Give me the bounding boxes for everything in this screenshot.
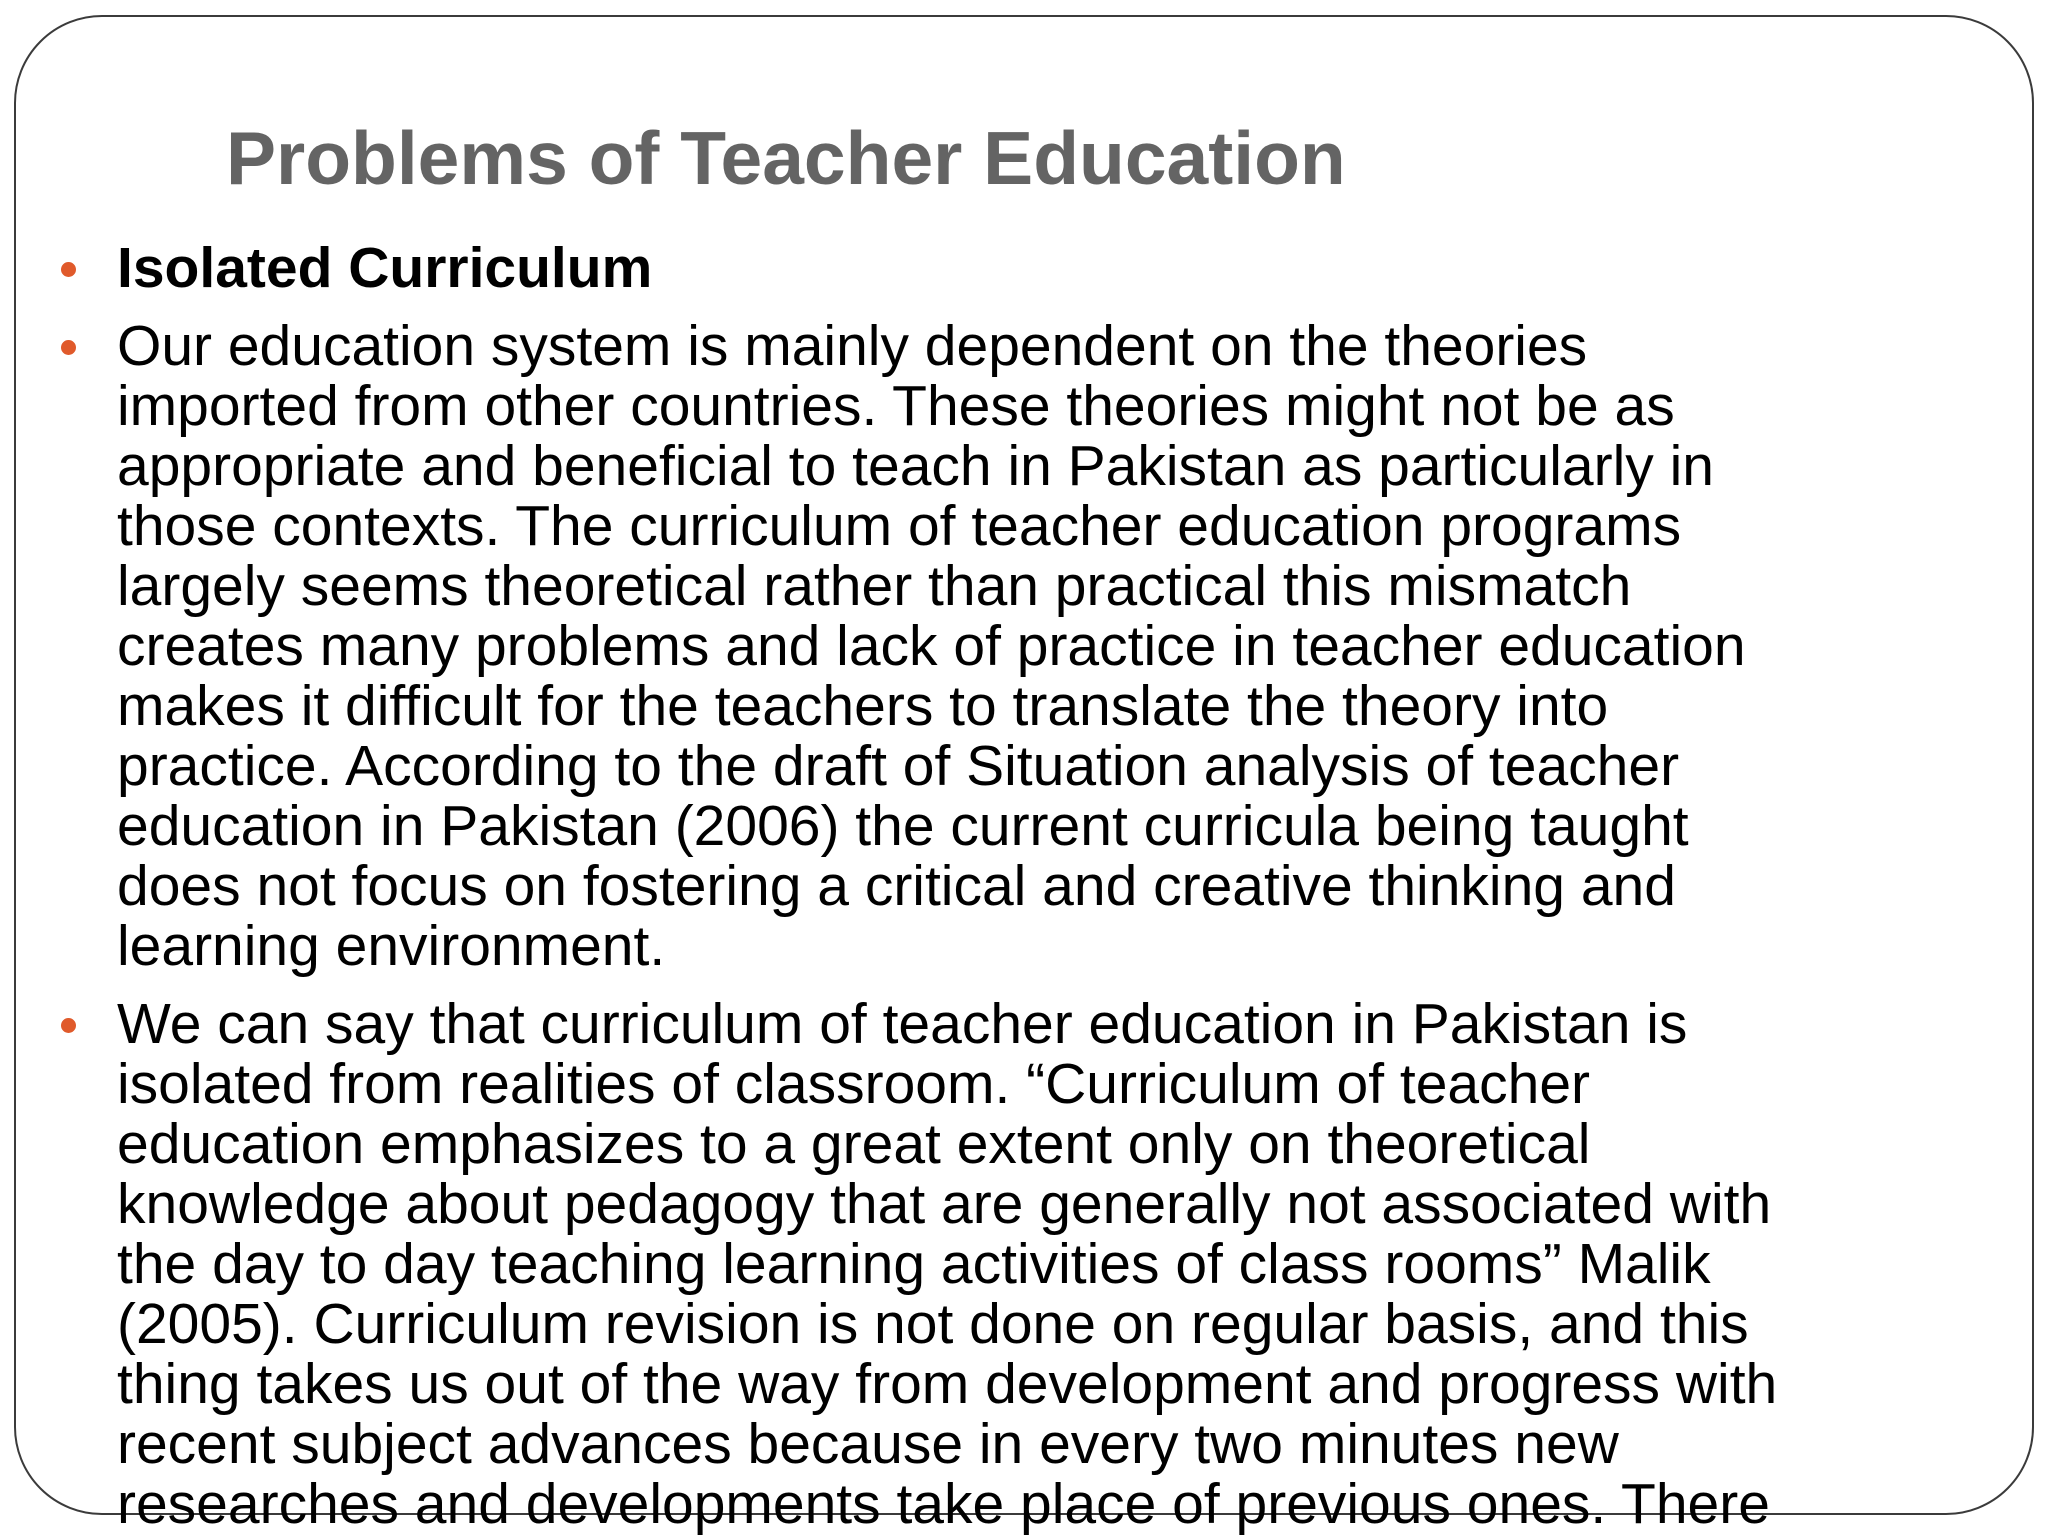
bullet-curriculum-isolated [0,994,2048,1534]
bullet-line: learning environment. [117,914,666,978]
bullet-line: practice. According to the draft of Situation analysis of teacher [117,734,1680,798]
slide-title: Problems of Teacher Education [226,116,1346,200]
bullet-line: (2005). Curriculum revision is not done on regular basis, and this [117,1292,1749,1356]
bullet-line: those contexts. The curriculum of teacher education programs [117,494,1682,558]
bullet-line: thing takes us out of the way from development and progress with [117,1352,1778,1416]
bullet-line: the day to day teaching learning activities of class rooms” Malik [117,1232,1711,1296]
bullet-line: Our education system is mainly dependent on the theories [117,314,1588,378]
bullet-line: recent subject advances because in every two minutes new [117,1412,1619,1476]
bullet-education-system [0,316,2048,976]
bullet-isolated-curriculum [0,238,2048,298]
bullet-line: does not focus on fostering a critical and creative thinking and [117,854,1676,918]
bullet-line: largely seems theoretical rather than practical this mismatch [117,554,1632,618]
bullet-line: imported from other countries. These theories might not be as [117,374,1675,438]
bullet-line: education emphasizes to a great extent only on theoretical [117,1112,1591,1176]
bullet-dot-icon [61,262,76,277]
bullet-line: We can say that curriculum of teacher education in Pakistan is [117,992,1688,1056]
bullet-dot-icon [61,1018,76,1033]
bullet-line: knowledge about pedagogy that are generally not associated with [117,1172,1772,1236]
bullet-dot-icon [61,340,76,355]
bullet-line: researches and developments take place of previous ones. There [117,1472,1770,1536]
bullet-line: education in Pakistan (2006) the current curricula being taught [117,794,1689,858]
bullet-list [0,238,2048,1536]
bullet-line: isolated from realities of classroom. “Curriculum of teacher [117,1052,1591,1116]
bullet-line: Isolated Curriculum [117,236,653,300]
bullet-line: creates many problems and lack of practice in teacher education [117,614,1746,678]
bullet-line: makes it difficult for the teachers to translate the theory into [117,674,1609,738]
bullet-line: appropriate and beneficial to teach in Pakistan as particularly in [117,434,1714,498]
